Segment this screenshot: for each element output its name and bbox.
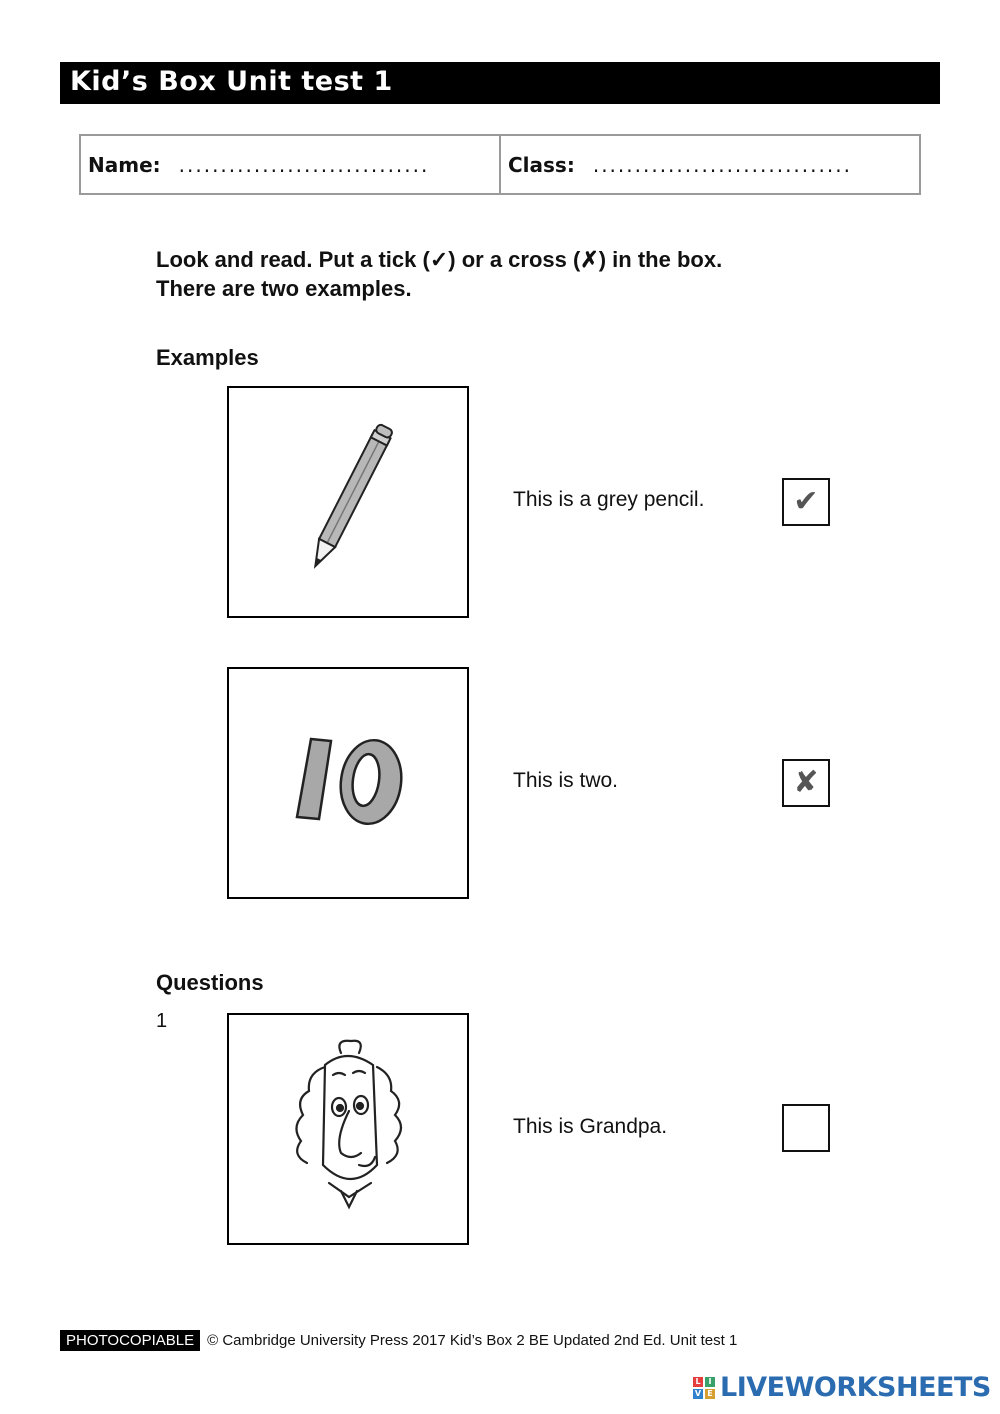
name-dots: .............................. [178,152,430,177]
class-field[interactable] [499,136,919,193]
question-1-picture [227,1013,469,1245]
example-2-sentence: This is two. [513,769,619,792]
live-letter-e: E [705,1389,715,1399]
grandpa-face-icon [229,1015,467,1243]
example-1-picture [227,386,469,618]
question-1-answer-box[interactable] [782,1104,830,1152]
liveworksheets-wordmark: LIVEWORKSHEETS [720,1372,991,1403]
number-ten-icon [229,669,467,897]
live-letter-l: L [693,1377,703,1387]
live-letter-i: I [705,1377,715,1387]
question-1-sentence: This is Grandpa. [513,1115,668,1138]
live-grid-icon [692,1376,716,1400]
name-label: Name: [88,152,161,177]
example-2-picture [227,667,469,899]
footer [60,1330,737,1351]
worksheet-title: Kid’s Box Unit test 1 [70,66,393,97]
copyright-text: © Cambridge University Press 2017 Kid’s Box 2 BE Updated 2nd Ed. Unit test 1 [207,1332,738,1349]
instructions [156,245,876,303]
class-label: Class: [508,152,575,177]
instruction-line-2: There are two examples. [156,276,412,301]
class-dots: ............................... [592,152,852,177]
example-1-answer-box[interactable]: ✔ [782,478,830,526]
student-info-table [79,134,921,195]
pencil-icon [229,388,467,616]
photocopiable-badge: PHOTOCOPIABLE [60,1330,200,1351]
title-bar [60,62,940,104]
questions-heading: Questions [156,970,264,995]
name-field[interactable] [81,136,499,193]
examples-heading: Examples [156,345,259,370]
question-1-number: 1 [156,1010,168,1032]
liveworksheets-logo[interactable] [692,1372,991,1403]
live-letter-v: V [694,1388,702,1398]
instruction-line-1: Look and read. Put a tick (✓) or a cross (✗) in the box. [156,247,723,272]
example-1-sentence: This is a grey pencil. [513,488,705,511]
example-2-answer-box[interactable]: ✘ [782,759,830,807]
